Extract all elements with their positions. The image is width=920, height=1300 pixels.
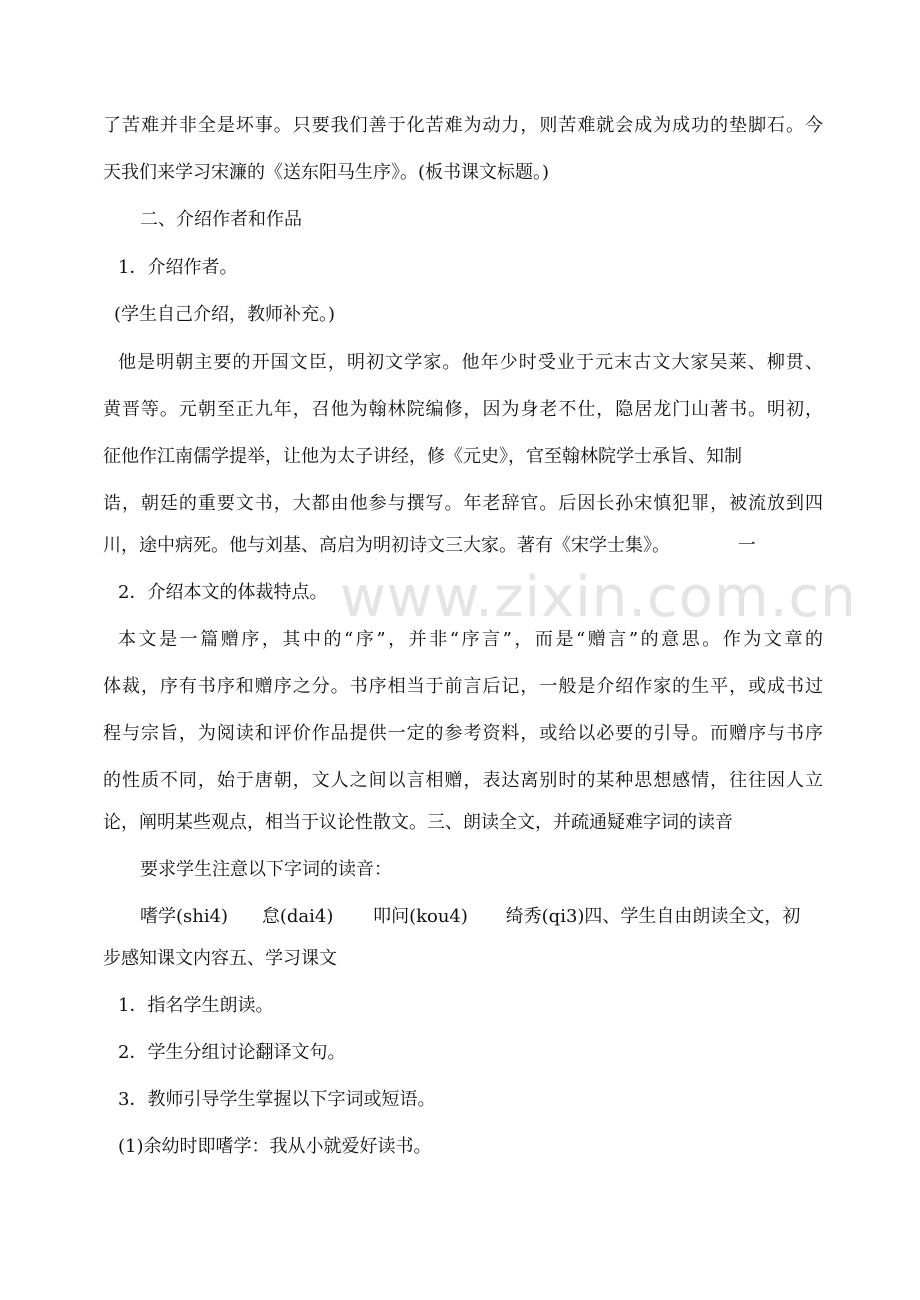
paragraph-line: 诰，朝廷的重要文书，大都由他参与撰写。年老辞官。后因长孙宋慎犯罪，被流放到四 bbox=[103, 493, 823, 514]
watermark-text: www.zixin.com.cn bbox=[340, 565, 857, 630]
list-item: 2．学生分组讨论翻译文句。 bbox=[118, 1042, 346, 1063]
paragraph-line: (学生自己介绍，教师补充。) bbox=[114, 304, 336, 325]
paragraph-line: 论，阐明某些观点，相当于议论性散文。三、朗读全文，并疏通疑难字词的读音 bbox=[103, 812, 733, 833]
list-item: 2．介绍本文的体裁特点。 bbox=[118, 582, 328, 603]
paragraph-line: 体裁，序有书序和赠序之分。书序相当于前言后记，一般是介绍作家的生平，或成书过 bbox=[103, 676, 823, 697]
paragraph-line: 征他作江南儒学提举，让他为太子讲经，修《元史》，官至翰林院学士承旨、知制 bbox=[103, 446, 742, 467]
stray-mark: 一 bbox=[737, 535, 756, 556]
word-item: 嗜学(shi4) bbox=[140, 906, 229, 927]
word-item: 叩问(kou4) bbox=[373, 906, 468, 927]
paragraph-line: 要求学生注意以下字词的读音： bbox=[140, 859, 392, 880]
list-item: 1．介绍作者。 bbox=[118, 257, 238, 278]
paragraph-line: 黄晋等。元朝至正九年，召他为翰林院编修，因为身老不仕，隐居龙门山著书。明初， bbox=[103, 399, 823, 420]
list-item: 3．教师引导学生掌握以下字词或短语。 bbox=[118, 1089, 436, 1110]
paragraph-line bbox=[103, 533, 823, 559]
word-list-line bbox=[140, 904, 825, 930]
paragraph-line: 的性质不同，始于唐朝，文人之间以言相赠，表达离别时的某种思想感情，往往因人立 bbox=[103, 770, 823, 791]
paragraph-line: 了苦难并非全是坏事。只要我们善于化苦难为动力，则苦难就会成为成功的垫脚石。今 bbox=[103, 115, 823, 136]
paragraph-line: 程与宗旨，为阅读和评价作品提供一定的参考资料，或给以必要的引导。而赠序与书序 bbox=[103, 723, 823, 744]
list-item: (1)余幼时即嗜学：我从小就爱好读书。 bbox=[118, 1136, 432, 1157]
paragraph-line: 步感知课文内容五、学习课文 bbox=[103, 948, 337, 969]
list-item: 1．指名学生朗读。 bbox=[118, 995, 274, 1016]
paragraph-line: 他是明朝主要的开国文臣，明初文学家。他年少时受业于元末古文大家吴莱、柳贯、 bbox=[118, 352, 823, 373]
word-item: 怠(dai4) bbox=[261, 906, 334, 927]
paragraph-text: 川，途中病死。他与刘基、高启为明初诗文三大家。著有《宋学士集》。 bbox=[103, 535, 670, 556]
word-item: 绮秀(qi3)四、学生自由朗读全文，初 bbox=[505, 906, 801, 927]
paragraph-line: 本文是一篇赠序，其中的“序”，并非“序言”，而是“赠言”的意思。作为文章的 bbox=[118, 629, 823, 650]
section-heading: 二、介绍作者和作品 bbox=[140, 209, 302, 230]
paragraph-line: 天我们来学习宋濂的《送东阳马生序》。(板书课文标题。) bbox=[103, 162, 550, 183]
